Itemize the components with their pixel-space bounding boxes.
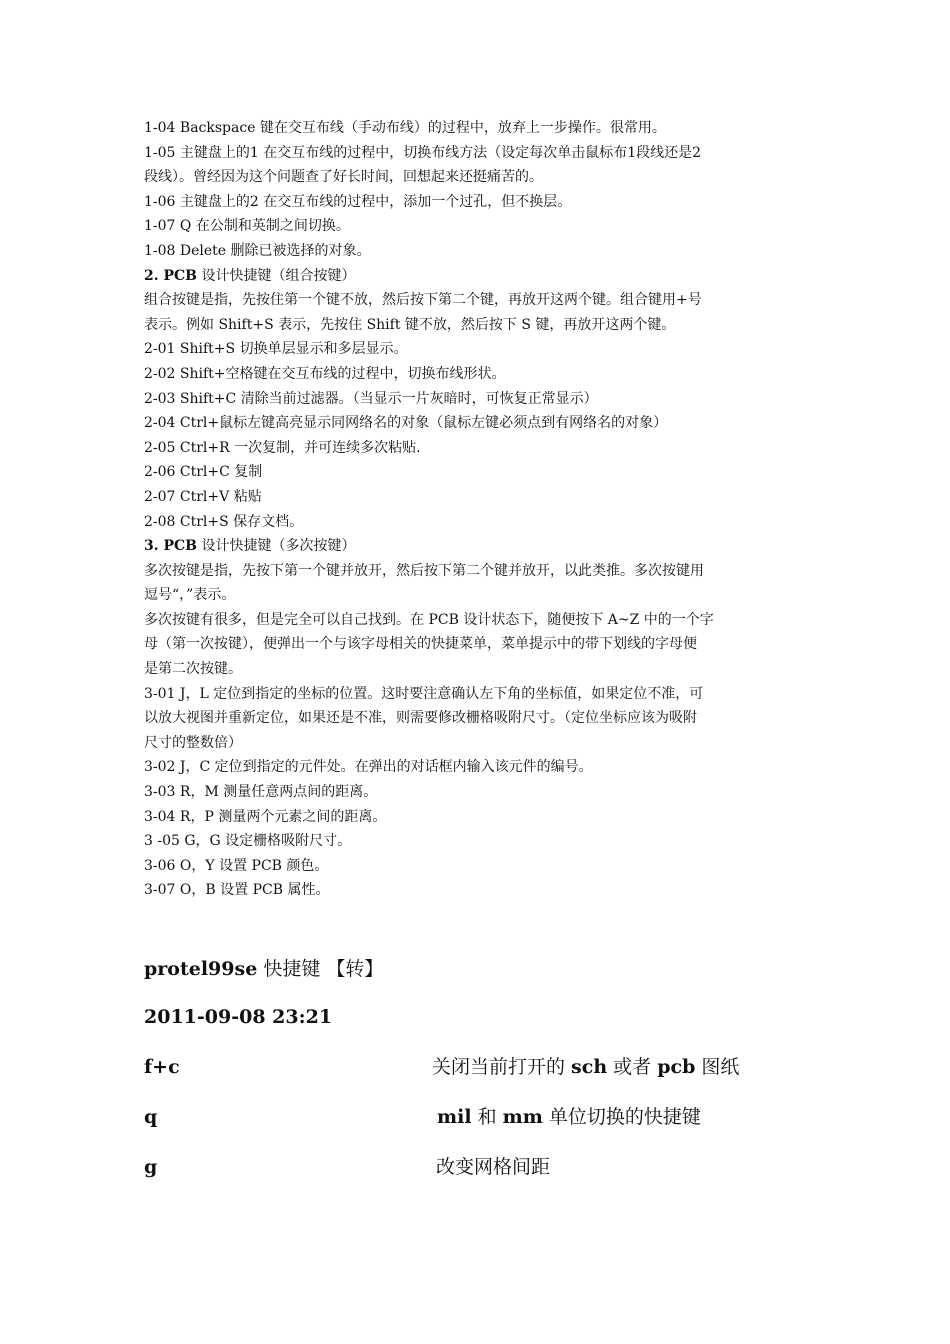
shortcut-row — [144, 1153, 808, 1203]
intro-line: 逗号“，”表示。 — [144, 587, 236, 604]
intro-line: 多次按键是指，先按下第一个键并放开，然后按下第二个键并放开，以此类推。多次按键用 — [144, 562, 704, 579]
shortcut-key: q — [144, 1106, 158, 1128]
shortcut-item: 尺寸的整数倍） — [144, 734, 242, 751]
shortcut-item: 3-01 J，L 定位到指定的坐标的位置。这时要注意确认左下角的坐标值，如果定位不准，可 — [144, 685, 704, 702]
desc-bold: pcb — [657, 1056, 696, 1078]
desc-text: 单位切换的快捷键 — [542, 1106, 701, 1128]
intro-line: 多次按键有很多，但是完全可以自己找到。在 PCB 设计状态下，随便按下 A~Z 中的一个字 — [144, 611, 714, 628]
intro-line: 组合按键是指，先按住第一个键不放，然后按下第二个键，再放开这两个键。组合键用+号 — [144, 292, 702, 309]
desc-text: 和 — [471, 1106, 503, 1128]
shortcut-desc — [432, 1053, 739, 1081]
text-line: 1-07 Q 在公制和英制之间切换。 — [144, 218, 350, 235]
shortcut-item: 2-08 Ctrl+S 保存文档。 — [144, 513, 304, 530]
article-title — [144, 955, 808, 983]
shortcut-item: 2-06 Ctrl+C 复制 — [144, 464, 263, 481]
shortcut-item: 3 -05 G，G 设定栅格吸附尺寸。 — [144, 833, 352, 850]
section-title: 设计快捷键（组合按键） — [197, 267, 356, 284]
article-title-rest: 快捷键 【转】 — [257, 958, 384, 980]
shortcut-item: 2-05 Ctrl+R 一次复制，并可连续多次粘贴. — [144, 439, 421, 456]
shortcut-item: 2-07 Ctrl+V 粘贴 — [144, 488, 262, 505]
section-heading — [144, 264, 808, 289]
article-title-bold: protel99se — [144, 958, 258, 980]
document-page — [144, 116, 808, 1203]
shortcut-row — [144, 1053, 808, 1103]
shortcut-desc — [436, 1153, 550, 1181]
text-line: 段线）。曾经因为这个问题查了好长时间，回想起来还挺痛苦的。 — [144, 169, 543, 186]
shortcut-item: 3-03 R，M 测量任意两点间的距离。 — [144, 784, 378, 801]
text-line: 1-06 主键盘上的2 在交互布线的过程中，添加一个过孔，但不换层。 — [144, 193, 572, 210]
shortcut-item: 3-07 O，B 设置 PCB 属性。 — [144, 882, 330, 899]
text-line: 1-05 主键盘上的1 在交互布线的过程中，切换布线方法（设定每次单击鼠标布1段线还是2 — [144, 144, 702, 161]
section-number: 3. PCB — [144, 538, 197, 555]
article-date: 2011-09-08 23:21 — [144, 1006, 333, 1028]
intro-line: 是第二次按键。 — [144, 661, 242, 678]
desc-text: 或者 — [607, 1056, 658, 1078]
desc-text: 改变网格间距 — [436, 1156, 551, 1178]
text-line: 1-04 Backspace 键在交互布线（手动布线）的过程中，放弃上一步操作。很常用。 — [144, 120, 666, 136]
shortcut-item: 3-04 R，P 测量两个元素之间的距离。 — [144, 808, 387, 825]
shortcut-item: 以放大视图并重新定位，如果还是不准，则需要修改栅格吸附尺寸。（定位坐标应该为吸附 — [144, 710, 697, 727]
intro-line: 表示。例如 Shift+S 表示，先按住 Shift 键不放，然后按下 S 键，再放开这两个键。 — [144, 316, 676, 333]
section-title: 设计快捷键（多次按键） — [197, 538, 356, 555]
spacer — [144, 903, 808, 955]
shortcut-row — [144, 1103, 808, 1153]
section-heading — [144, 534, 808, 559]
text-line: 1-08 Delete 删除已被选择的对象。 — [144, 242, 371, 259]
desc-bold: sch — [571, 1056, 608, 1078]
shortcut-item: 3-02 J，C 定位到指定的元件处。在弹出的对话框内输入该元件的编号。 — [144, 759, 593, 776]
desc-bold: mil — [437, 1106, 472, 1128]
shortcut-desc — [437, 1103, 701, 1131]
shortcut-table — [144, 1053, 808, 1203]
desc-text: 图纸 — [695, 1056, 740, 1078]
shortcut-item: 2-04 Ctrl+鼠标左键高亮显示同网络名的对象（鼠标左键必须点到有网络名的对象） — [144, 415, 668, 432]
shortcut-key: g — [144, 1156, 158, 1178]
desc-text: 关闭当前打开的 — [432, 1056, 572, 1078]
section-number: 2. PCB — [144, 267, 197, 284]
intro-line: 母（第一次按键），便弹出一个与该字母相关的快捷菜单，菜单提示中的带下划线的字母便 — [144, 636, 697, 653]
shortcut-item: 2-03 Shift+C 清除当前过滤器。（当显示一片灰暗时，可恢复正常显示） — [144, 390, 598, 407]
shortcut-item: 3-06 O，Y 设置 PCB 颜色。 — [144, 857, 329, 874]
desc-bold: mm — [502, 1106, 543, 1128]
shortcut-key: f+c — [144, 1056, 180, 1078]
shortcut-item: 2-01 Shift+S 切换单层显示和多层显示。 — [144, 341, 408, 358]
shortcut-item: 2-02 Shift+空格键在交互布线的过程中，切换布线形状。 — [144, 365, 506, 382]
